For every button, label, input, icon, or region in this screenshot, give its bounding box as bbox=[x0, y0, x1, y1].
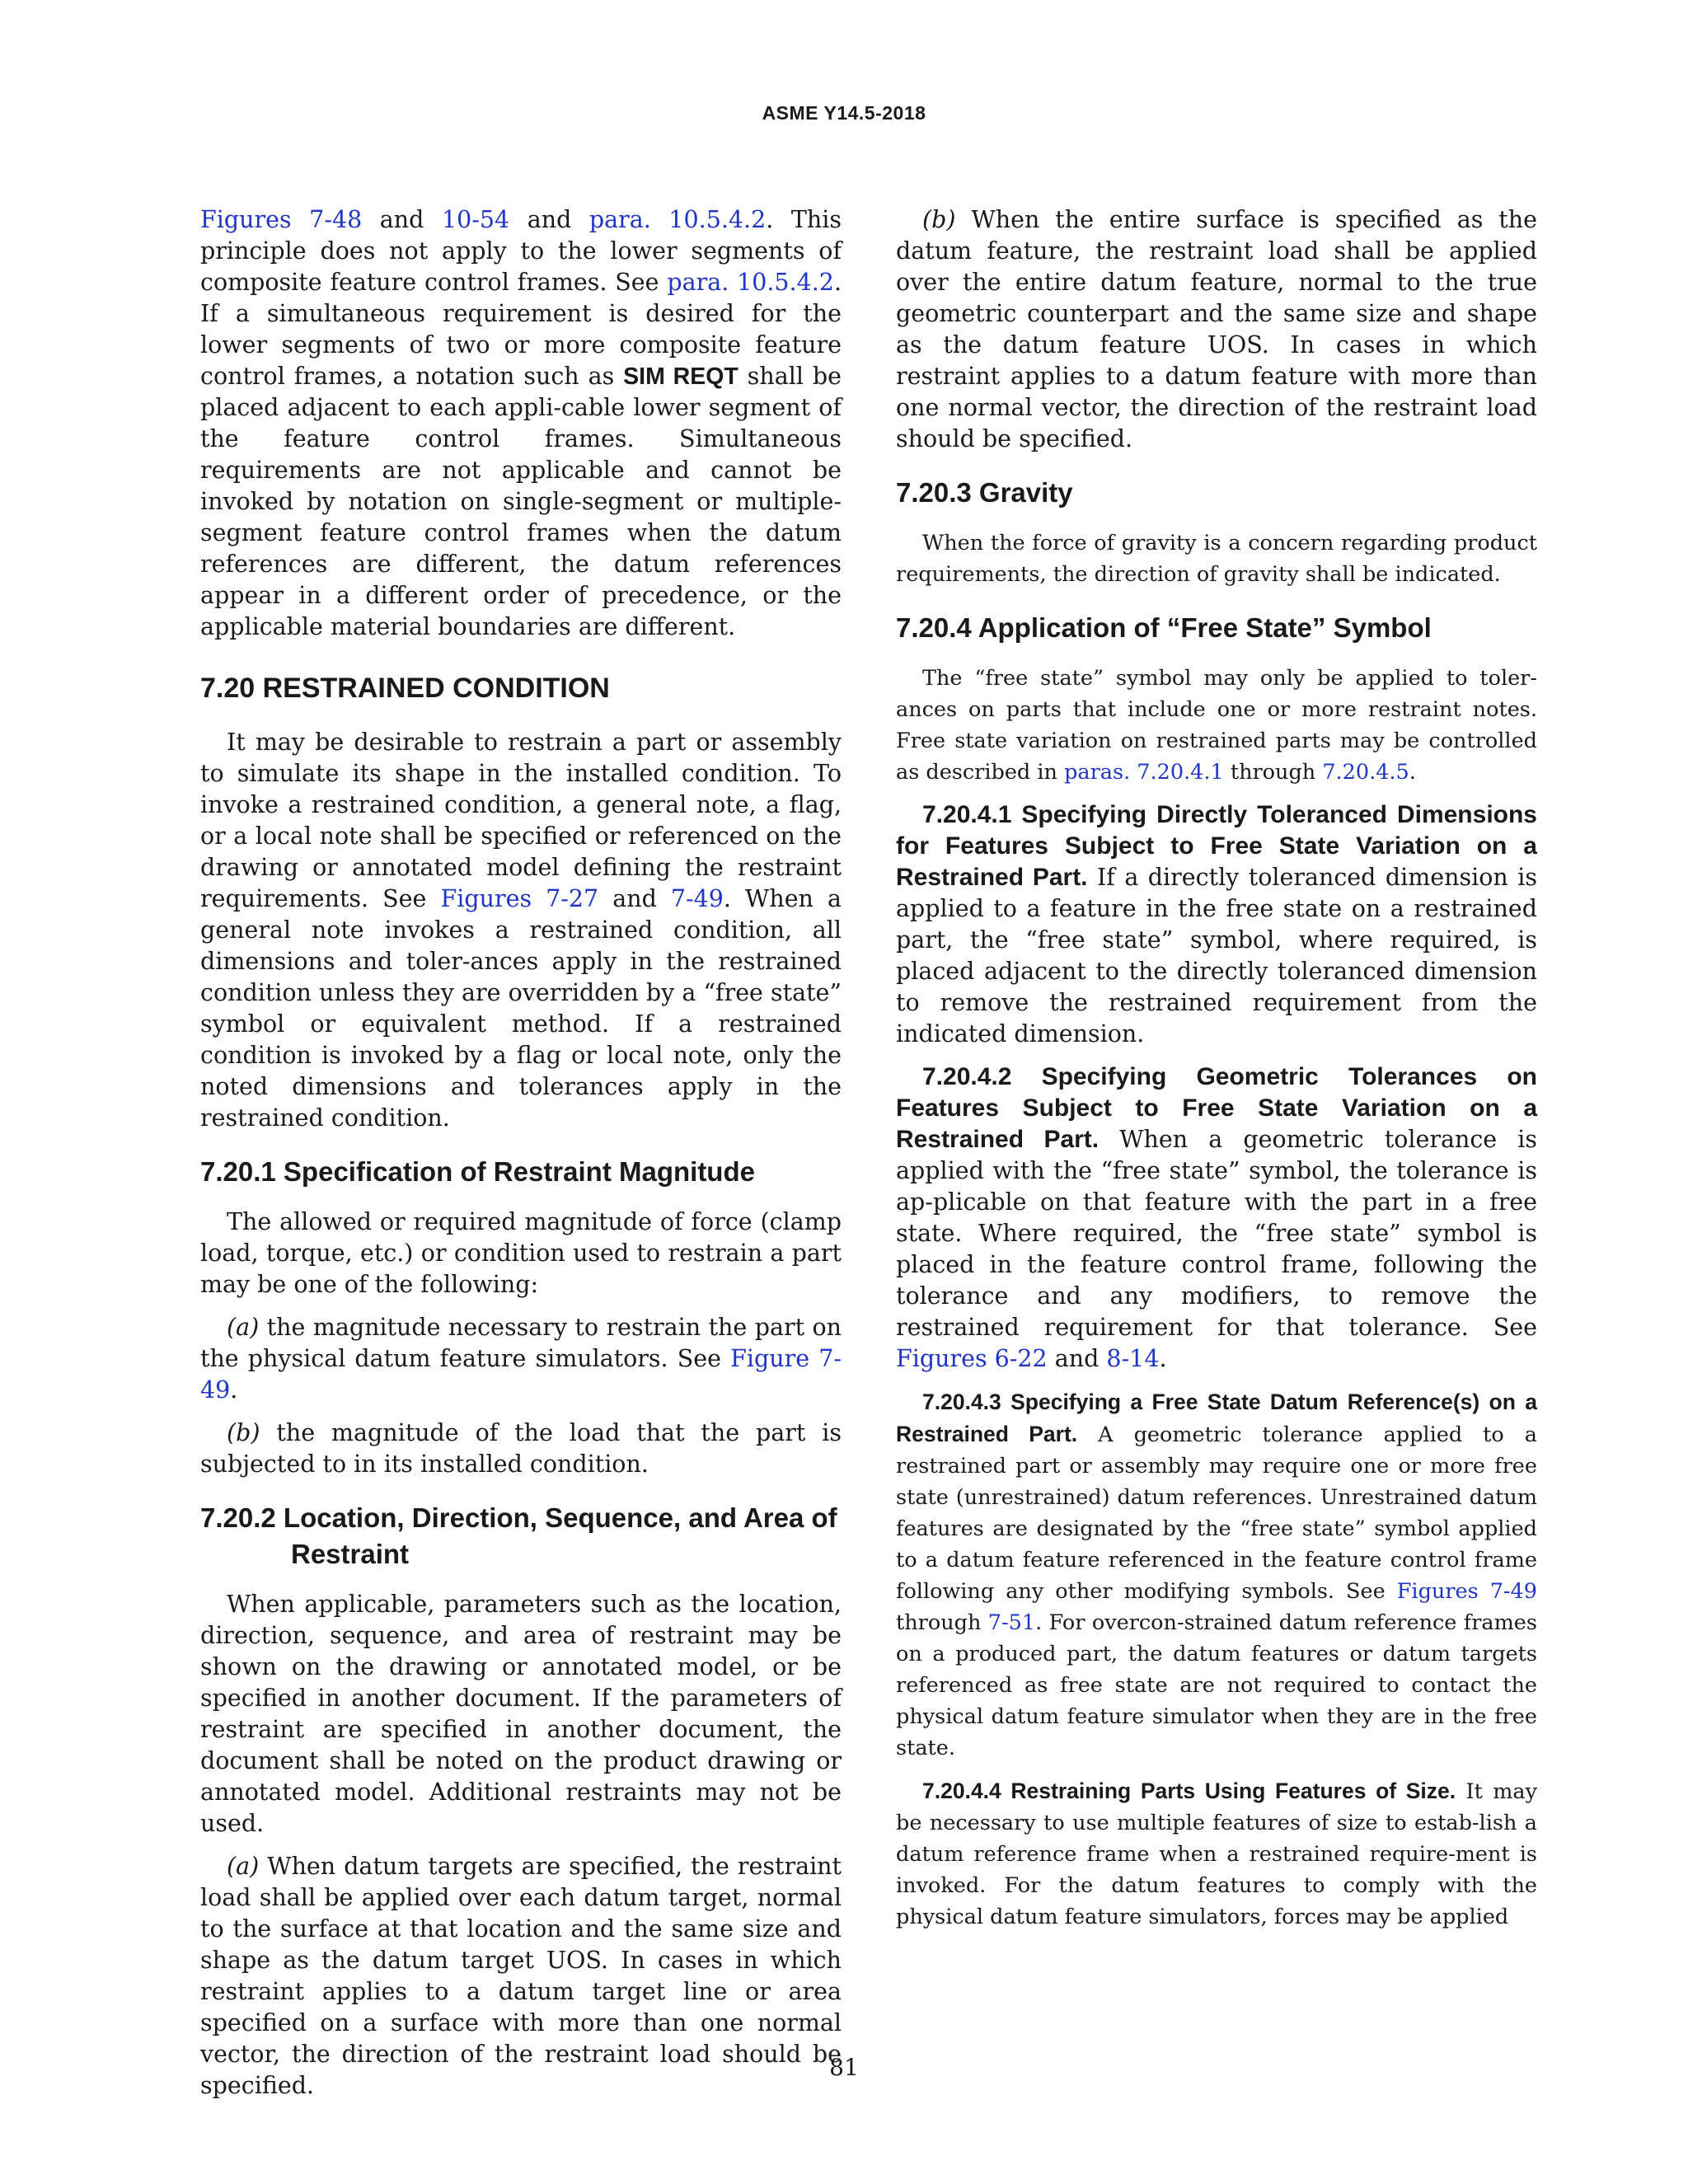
text: and bbox=[598, 885, 671, 912]
text: and bbox=[362, 206, 442, 233]
link-figure-7-51[interactable]: 7-51 bbox=[987, 1610, 1036, 1635]
text: and bbox=[1047, 1345, 1107, 1372]
section-heading-7-20-2: 7.20.2 Location, Direction, Sequence, and Area of Restraint bbox=[200, 1502, 837, 1569]
link-figure-10-54[interactable]: 10-54 bbox=[441, 206, 510, 233]
list-label: (b) bbox=[227, 1419, 260, 1446]
text: the magnitude of the load that the part is subjected to in its installed condition. bbox=[200, 1419, 842, 1478]
text: . This principle does not apply to the lower segments of composite feature control frames. See bbox=[200, 206, 842, 296]
list-item-b bbox=[896, 204, 1537, 455]
text: through bbox=[896, 1610, 988, 1635]
paragraph-gravity: When the force of gravity is a concern regarding product requirements, the direction of gravity shall be indicated. bbox=[896, 531, 1537, 587]
text: It may be desirable to restrain a part or assembly to simulate its shape in the installed condition. To invoke a restrained condition, a general note, a flag, or a local note shall be specified or referenced on the drawing or annotated model defining the restraint requirements. See bbox=[200, 729, 842, 912]
paragraph-7-20-4-1 bbox=[896, 799, 1537, 1050]
page-number: 81 bbox=[829, 2054, 859, 2081]
sim-reqt-notation: SIM REQT bbox=[623, 363, 738, 390]
text: and bbox=[509, 206, 589, 233]
list-label: (b) bbox=[922, 206, 956, 233]
link-para-10-5-4-2[interactable]: para. 10.5.4.2 bbox=[588, 206, 767, 233]
link-para-7-20-4-1[interactable]: paras. 7.20.4.1 bbox=[1064, 760, 1224, 785]
run-in-heading-7-20-4-1: 7.20.4.1 Specifying Directly Toleranced Dimensions for Features Subject to Free State Variation on a Restrained Part. bbox=[896, 801, 1537, 891]
link-para-10-5-4-2[interactable]: para. 10.5.4.2 bbox=[667, 269, 834, 296]
paragraph-7-20-4-3 bbox=[896, 1386, 1537, 1764]
link-figure-8-14[interactable]: 8-14 bbox=[1106, 1345, 1160, 1372]
text: When datum targets are specified, the restraint load shall be applied over each datum target, normal to the surface at that location and the same size and shape as the datum target UOS. In cases in which restraint applies to a datum target line or area specified on a surface with more than one normal vector, the direction of the restraint load should be specified. bbox=[200, 1853, 842, 2099]
text: . When a general note invokes a restrained condition, all dimensions and toler-ances apply in the restrained condition unless they are overridden by a “free state” symbol or equivalent method. If a restrained condition is invoked by a flag or local note, only the noted dimensions and tolerances apply in the restrained condition. bbox=[200, 885, 842, 1132]
text: the magnitude necessary to restrain the part on the physical datum feature simulators. See bbox=[200, 1314, 842, 1372]
link-para-7-20-4-5[interactable]: 7.20.4.5 bbox=[1322, 760, 1409, 785]
text: When a geometric tolerance is applied with the “free state” symbol, the tolerance is ap-plicable on that feature with the part in a free state. Where required, the “free state” symbol is placed in the feature control frame, following the tolerance and any modifiers, to remove the restrained requirement for that tolerance. See bbox=[896, 1126, 1537, 1341]
paragraph-restrained-condition bbox=[200, 727, 842, 1134]
running-head: ASME Y14.5-2018 bbox=[762, 102, 926, 124]
section-heading-7-20-4: 7.20.4 Application of “Free State” Symbol bbox=[896, 612, 1432, 643]
text: . bbox=[1159, 1345, 1167, 1372]
text: . bbox=[1409, 760, 1416, 785]
link-figures-7-49[interactable]: Figures 7-49 bbox=[1396, 1579, 1538, 1604]
text: The “free state” symbol may only be applied to toler-ances on parts that include one or more restraint notes. Free state variation on restrained parts may be controlled as described in bbox=[896, 666, 1537, 785]
list-label: (a) bbox=[227, 1853, 260, 1880]
text: When the entire surface is specified as the datum feature, the restraint load shall be applied over the entire datum feature, normal to the true geometric counterpart and the same size and shape as the datum feature UOS. In cases in which restraint applies to a datum feature with more than one normal vector, the direction of the restraint load should be specified. bbox=[896, 206, 1537, 452]
paragraph-sim-reqt bbox=[200, 204, 842, 643]
paragraph-restraint-parameters: When applicable, parameters such as the location, direction, sequence, and area of restraint may be shown on the drawing or annotated model, or be specified in another document. If the parameters of restraint are specified in another document, the document shall be noted on the product drawing or annotated model. Additional restraints may not be used. bbox=[200, 1591, 842, 1837]
paragraph-restraint-magnitude: The allowed or required magnitude of force (clamp load, torque, etc.) or condition used to restrain a part may be one of the following: bbox=[200, 1208, 842, 1298]
text: through bbox=[1223, 760, 1323, 785]
run-in-heading-7-20-4-2: 7.20.4.2 Specifying Geometric Tolerances on Features Subject to Free State Variation on a Restrained Part. bbox=[896, 1063, 1537, 1153]
section-heading-7-20-3: 7.20.3 Gravity bbox=[896, 477, 1073, 508]
text: If a directly toleranced dimension is applied to a feature in the free state on a restrained part, the “free state” symbol, where required, is placed adjacent to the directly toleranced dimension to remove the restrained requirement from the indicated dimension. bbox=[896, 864, 1537, 1047]
text: A geometric tolerance applied to a restrained part or assembly may require one or more free state (unrestrained) datum references. Unrestrained datum features are designated by the “free state” symbol applied to a datum feature referenced in the feature control frame following any other modifying symbols. See bbox=[896, 1422, 1537, 1604]
run-in-heading-7-20-4-4: 7.20.4.4 Restraining Parts Using Features of Size. bbox=[922, 1779, 1456, 1803]
text: . If a simultaneous requirement is desired for the lower segments of two or more composite feature control frames, a notation such as bbox=[200, 269, 842, 390]
right-column bbox=[896, 204, 1537, 1944]
link-figures-7-27[interactable]: Figures 7-27 bbox=[440, 885, 599, 912]
link-figure-7-49[interactable]: Figure 7-49 bbox=[200, 1345, 842, 1404]
link-figure-7-49[interactable]: 7-49 bbox=[670, 885, 724, 912]
text: shall be placed adjacent to each appli-cable lower segment of the feature control frames. Simultaneous requirements are not applicable and cannot be invoked by notation on single-segment or multiple-segment feature control frames when the datum references are different, the datum references appear in a different order of precedence, or the applicable material boundaries are different. bbox=[200, 363, 842, 640]
list-item-b bbox=[200, 1418, 842, 1480]
list-item-a bbox=[200, 1312, 842, 1406]
list-label: (a) bbox=[227, 1314, 260, 1341]
run-in-heading-7-20-4-3: 7.20.4.3 Specifying a Free State Datum Reference(s) on a Restrained Part. bbox=[896, 1390, 1537, 1446]
text: It may be necessary to use multiple features of size to estab-lish a datum reference frame when a restrained require-ment is invoked. For the datum features to comply with the physical datum feature simulators, forces may be applied bbox=[896, 1779, 1537, 1929]
link-figures-6-22[interactable]: Figures 6-22 bbox=[896, 1345, 1048, 1372]
paragraph-free-state-symbol bbox=[896, 663, 1537, 788]
section-heading-7-20: 7.20 RESTRAINED CONDITION bbox=[200, 673, 610, 704]
left-column bbox=[200, 204, 842, 2113]
text: . bbox=[230, 1376, 238, 1404]
section-heading-7-20-1: 7.20.1 Specification of Restraint Magnitude bbox=[200, 1156, 755, 1187]
text: . For overcon-strained datum reference frames on a produced part, the datum features or datum targets referenced as free state are not required to contact the physical datum feature simulator when they are in the free state. bbox=[896, 1610, 1537, 1760]
link-figures-7-48[interactable]: Figures 7-48 bbox=[200, 206, 363, 233]
paragraph-7-20-4-4 bbox=[896, 1775, 1537, 1933]
paragraph-7-20-4-2 bbox=[896, 1062, 1537, 1375]
